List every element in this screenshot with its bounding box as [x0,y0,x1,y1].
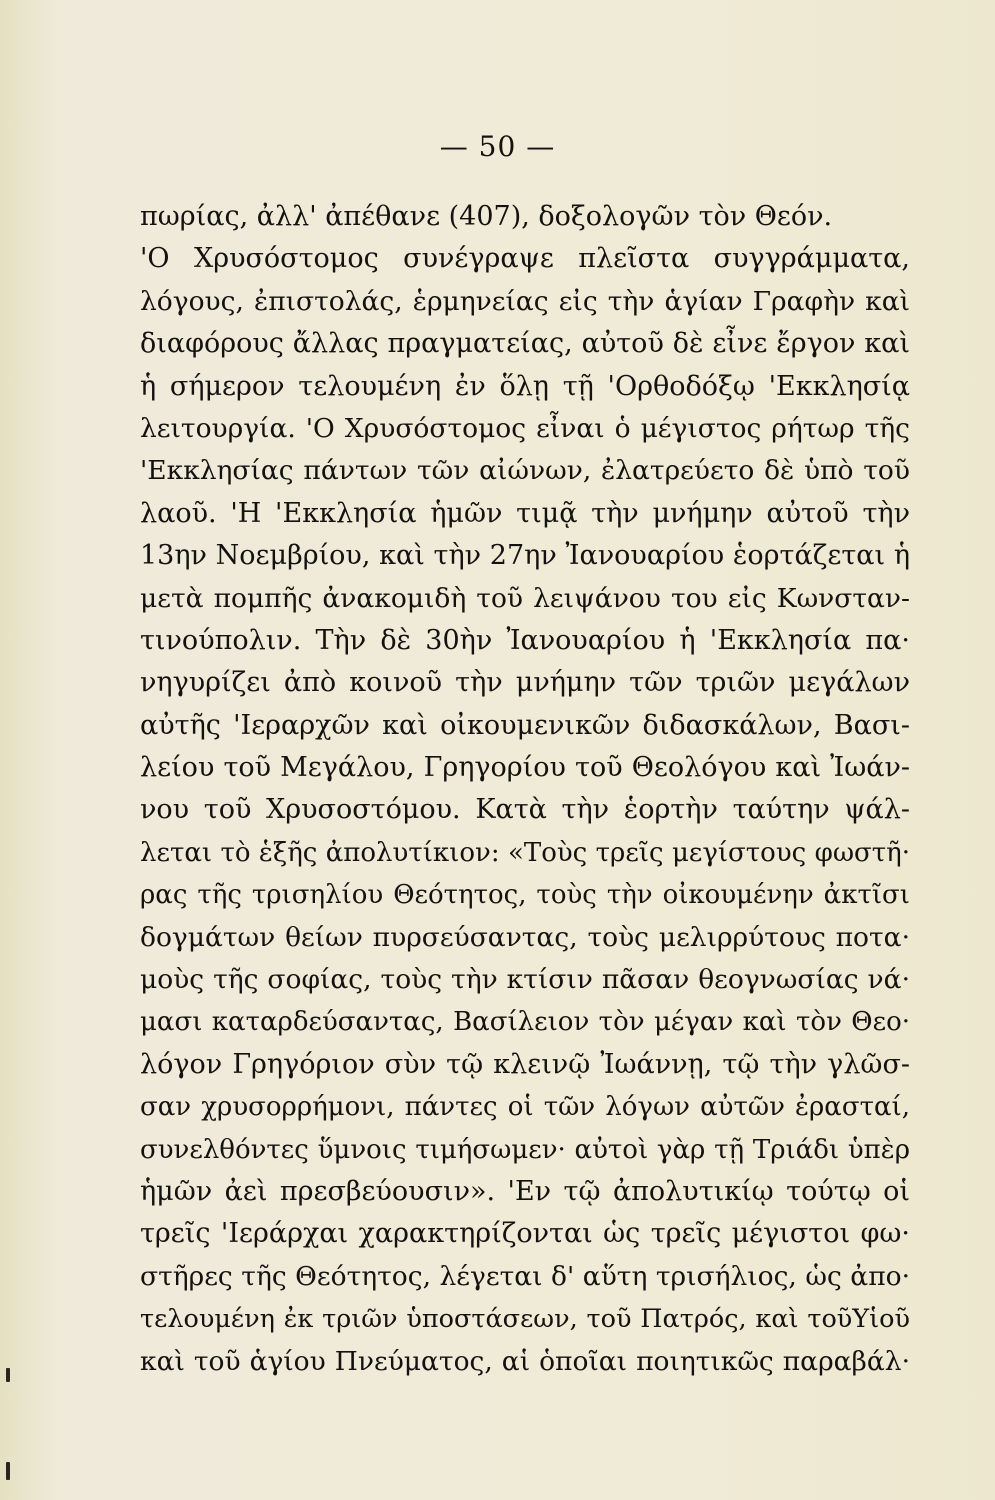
text-line: δογμάτων θείων πυρσεύσαντας, τοὺς μελιρρύτους ποτα· [140,921,910,953]
page-number: — 50 — [439,130,556,163]
text-line: ἡμῶν ἀεὶ πρεσβεύουσιν». 'Εν τῷ ἀπολυτικίῳ τούτῳ οἱ [140,1175,910,1207]
text-line: καὶ τοῦ ἁγίου Πνεύματος, αἱ ὁποῖαι ποιητικῶς παραβάλ· [140,1345,910,1377]
text-line: 'Εκκλησίας πάντων τῶν αἰώνων, ἐλατρεύετο δὲ ὑπὸ τοῦ [140,455,910,487]
text-line: στῆρες τῆς Θεότητος, λέγεται δ' αὕτη τρισήλιος, ὡς ἀπο· [140,1260,910,1292]
text-line: μοὺς τῆς σοφίας, τοὺς τὴν κτίσιν πᾶσαν θεογνωσίας νά· [140,964,910,996]
text-line: τινούπολιν. Τὴν δὲ 30ὴν Ἰανουαρίου ἡ 'Εκκλησία πα· [140,624,910,656]
text-line: λόγους, ἐπιστολάς, ἑρμηνείας εἰς τὴν ἁγίαν Γραφὴν καὶ [140,285,910,317]
text-line: λόγον Γρηγόριον σὺν τῷ κλεινῷ Ἰωάννῃ, τῷ τὴν γλῶσ- [140,1048,910,1080]
text-line: νηγυρίζει ἀπὸ κοινοῦ τὴν μνήμην τῶν τριῶν μεγάλων [140,667,910,699]
text-line: 'Ο Χρυσόστομος συνέγραψε πλεῖστα συγγράμματα, [140,243,910,275]
text-line: τελουμένη ἐκ τριῶν ὑποστάσεων, τοῦ Πατρός, καὶ τοῦΥἱοῦ [140,1304,910,1335]
text-line: λειτουργία. 'Ο Χρυσόστομος εἶναι ὁ μέγιστος ρήτωρ τῆς [140,412,910,444]
text-line: νου τοῦ Χρυσοστόμου. Κατὰ τὴν ἑορτὴν ταύτην ψάλ- [140,794,910,826]
text-line: μασι καταρδεύσαντας, Βασίλειον τὸν μέγαν καὶ τὸν Θεο· [140,1007,910,1038]
margin-mark [6,1368,10,1382]
text-line: ρας τῆς τρισηλίου Θεότητος, τοὺς τὴν οἰκουμένην ἀκτῖσι [140,880,910,911]
text-line: μετὰ πομπῆς ἀνακομιδὴ τοῦ λειψάνου του εἰς Κωνσταν- [140,582,910,614]
text-line: σαν χρυσορρήμονι, πάντες οἱ τῶν λόγων αὐτῶν ἐρασταί, [140,1092,910,1123]
text-line: ἡ σήμερον τελουμένη ἐν ὅλῃ τῇ 'Ορθοδόξῳ 'Εκκλησίᾳ [140,370,910,402]
text-line: τρεῖς 'Ιεράρχαι χαρακτηρίζονται ὡς τρεῖς μέγιστοι φω· [140,1218,910,1250]
text-line: λεται τὸ ἑξῆς ἀπολυτίκιον: «Τοὺς τρεῖς μεγίστους φωστῆ· [140,837,910,868]
text-line: αὐτῆς 'Ιεραρχῶν καὶ οἰκουμενικῶν διδασκάλων, Βασι- [140,709,910,741]
body-text [140,196,910,1383]
text-line: 13ην Νοεμβρίου, καὶ τὴν 27ην Ἰανουαρίου ἑορτάζεται ἡ [140,540,910,572]
text-line: λαοῦ. 'Η 'Εκκλησία ἡμῶν τιμᾷ τὴν μνήμην αὐτοῦ τὴν [140,497,910,529]
text-line: πωρίας, ἀλλ' ἀπέθανε (407), δοξολογῶν τὸν Θεόν. [140,201,833,232]
text-line: λείου τοῦ Μεγάλου, Γρηγορίου τοῦ Θεολόγου καὶ Ἰωάν- [140,752,910,784]
text-line: διαφόρους ἄλλας πραγματείας, αὐτοῦ δὲ εἶνε ἔργον καὶ [140,328,910,360]
margin-mark [6,1462,10,1480]
text-line: συνελθόντες ὕμνοις τιμήσωμεν· αὐτοὶ γὰρ τῇ Τριάδι ὑπὲρ [140,1134,910,1165]
